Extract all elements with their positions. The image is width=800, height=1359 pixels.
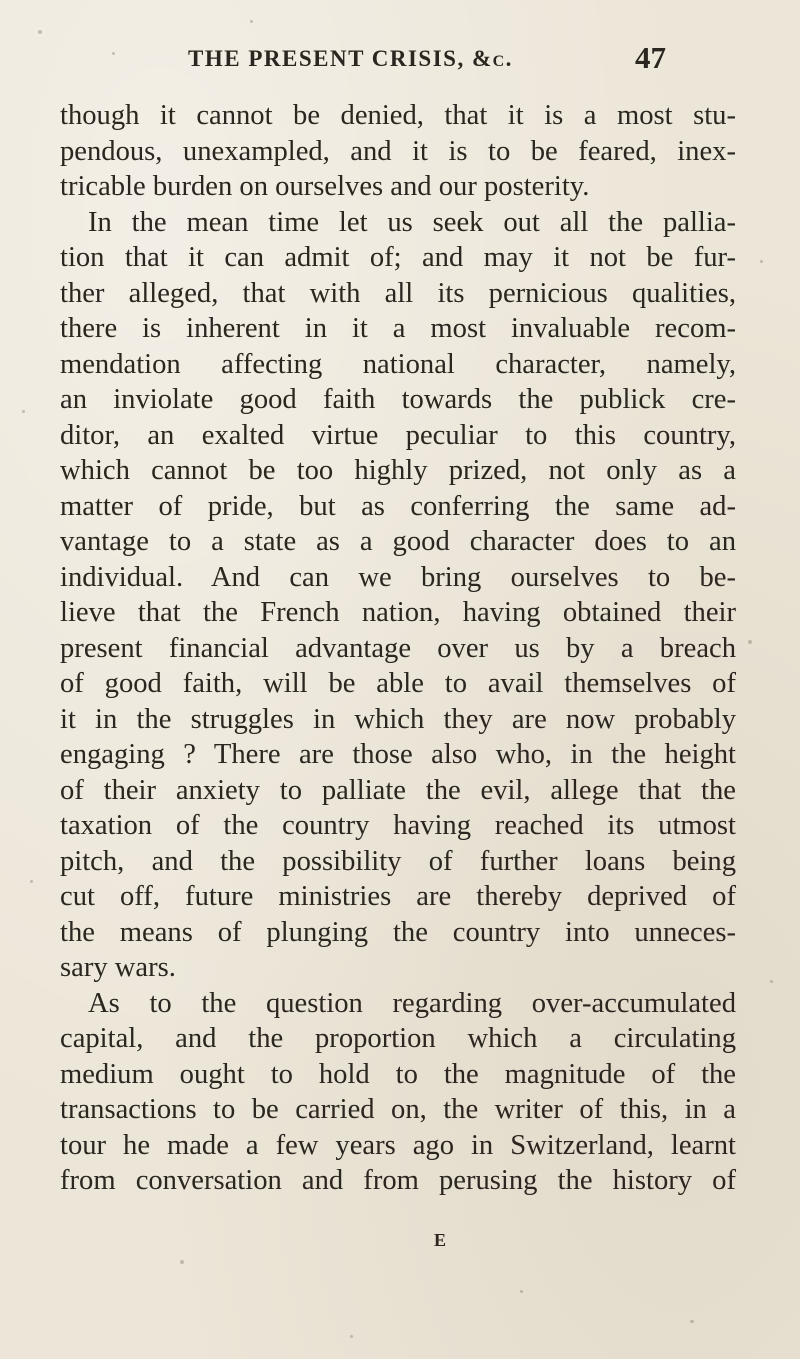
text-line: of their anxiety to palliate the evil, allege that the xyxy=(60,774,736,806)
text-line: which cannot be too highly prized, not only as a xyxy=(60,455,736,486)
text-line: taxation of the country having reached its utmost xyxy=(60,810,736,841)
text-line: mendation affecting national character, namely, xyxy=(60,348,736,380)
text-line: As to the question regarding over-accumulated xyxy=(88,987,736,1019)
text-line: engaging ? There are those also who, in the height xyxy=(60,739,736,770)
text-line: tricable burden on ourselves and our posterity. xyxy=(60,171,590,202)
text-line: though it cannot be denied, that it is a most stu- xyxy=(60,100,736,131)
text-line: the means of plunging the country into unneces- xyxy=(60,916,736,948)
text-line: tion that it can admit of; and may it not be fur- xyxy=(60,242,736,273)
page-header xyxy=(170,40,670,80)
text-line: ther alleged, that with all its pernicious qualities, xyxy=(60,277,736,309)
text-line: In the mean time let us seek out all the pallia- xyxy=(88,206,736,238)
text-line: capital, and the proportion which a circulating xyxy=(60,1023,736,1054)
running-title: THE PRESENT CRISIS, &c. xyxy=(188,46,513,71)
text-line: individual. And can we bring ourselves to be- xyxy=(60,561,736,593)
body-text xyxy=(60,98,736,1199)
text-line: matter of pride, but as conferring the same ad- xyxy=(60,490,736,522)
text-line: tour he made a few years ago in Switzerland, learnt xyxy=(60,1129,736,1161)
text-line: pitch, and the possibility of further loans being xyxy=(60,845,736,877)
text-line: from conversation and from perusing the history of xyxy=(60,1165,736,1196)
text-line: pendous, unexampled, and it is to be feared, inex- xyxy=(60,135,736,167)
signature-mark: E xyxy=(434,1230,449,1250)
text-line: of good faith, will be able to avail themselves of xyxy=(60,668,736,699)
text-line: vantage to a state as a good character does to an xyxy=(60,526,736,557)
text-line: ditor, an exalted virtue peculiar to this country, xyxy=(60,419,736,451)
text-line: cut off, future ministries are thereby deprived of xyxy=(60,881,736,912)
text-line: transactions to be carried on, the writer of this, in a xyxy=(60,1094,736,1125)
text-line: it in the struggles in which they are now probably xyxy=(60,703,736,735)
text-line: an inviolate good faith towards the publick cre- xyxy=(60,384,736,415)
text-line: medium ought to hold to the magnitude of the xyxy=(60,1058,736,1090)
text-line: there is inherent in it a most invaluable recom- xyxy=(60,313,736,344)
text-line: lieve that the French nation, having obtained their xyxy=(60,597,736,628)
text-line: sary wars. xyxy=(60,952,176,983)
text-line: present financial advantage over us by a breach xyxy=(60,632,736,664)
page-number: 47 xyxy=(635,40,666,75)
